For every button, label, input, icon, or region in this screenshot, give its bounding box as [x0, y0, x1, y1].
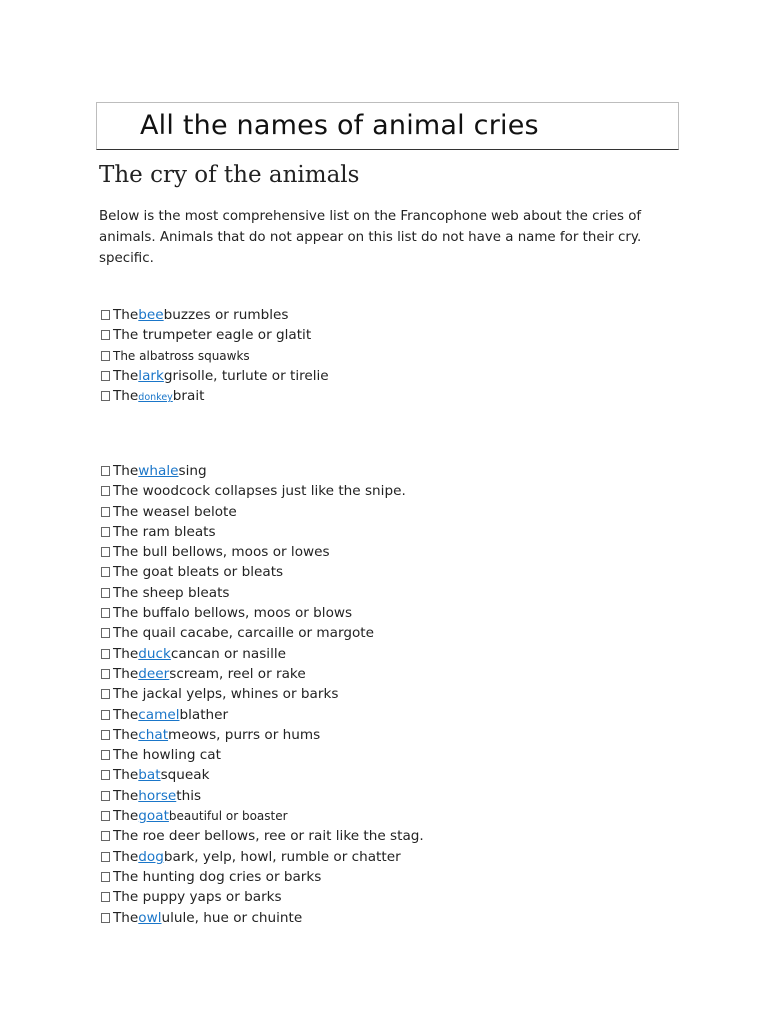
- bullet-box-icon: [101, 831, 110, 841]
- item-text-suffix: bark, yelp, howl, rumble or chatter: [163, 848, 401, 865]
- bullet-box-icon: [101, 507, 110, 517]
- animal-cry-list-1: [101, 305, 329, 406]
- title-box: [96, 102, 679, 150]
- bullet-box-icon: [101, 547, 110, 557]
- item-text: The: [113, 665, 139, 682]
- list-item: [101, 684, 424, 704]
- animal-link[interactable]: horse: [138, 787, 177, 804]
- list-item: [101, 562, 424, 582]
- item-text-suffix: buzzes or rumbles: [163, 307, 289, 323]
- list-item: [101, 826, 424, 846]
- bullet-box-icon: [101, 567, 110, 577]
- item-text: The woodcock collapses just like the snipe.: [113, 483, 406, 500]
- item-text-suffix: meows, purrs or hums: [168, 726, 321, 743]
- animal-link[interactable]: deer: [138, 665, 170, 682]
- bullet-box-icon: [101, 852, 110, 862]
- item-text: The goat bleats or bleats: [113, 564, 284, 581]
- bullet-box-icon: [101, 466, 110, 476]
- item-text-suffix: cancan or nasille: [170, 645, 286, 662]
- bullet-box-icon: [101, 872, 110, 882]
- animal-link[interactable]: whale: [138, 463, 179, 479]
- bullet-box-icon: [101, 351, 110, 361]
- bullet-box-icon: [101, 811, 110, 821]
- animal-link[interactable]: dog: [138, 848, 164, 865]
- item-text: The: [113, 787, 139, 804]
- bullet-box-icon: [101, 770, 110, 780]
- bullet-box-icon: [101, 391, 110, 401]
- animal-link[interactable]: bat: [138, 767, 161, 784]
- list-item: [101, 725, 424, 745]
- list-item: [101, 705, 424, 725]
- list-item: [101, 664, 424, 684]
- item-text: The: [113, 726, 139, 743]
- item-text-suffix: grisolle, turlute or tirelie: [163, 367, 329, 384]
- page-title: All the names of animal cries: [140, 110, 539, 141]
- bullet-box-icon: [101, 689, 110, 699]
- list-item: [101, 325, 329, 345]
- item-text: The hunting dog cries or barks: [113, 868, 322, 885]
- item-text-suffix: sing: [178, 463, 207, 479]
- list-item: [101, 386, 329, 406]
- list-item: [101, 867, 424, 887]
- animal-link[interactable]: duck: [138, 645, 171, 662]
- list-item: [101, 461, 424, 481]
- item-text: The quail cacabe, carcaille or margote: [113, 625, 374, 642]
- item-text: The weasel belote: [113, 503, 237, 520]
- list-item: [101, 542, 424, 562]
- list-item: [101, 623, 424, 643]
- bullet-box-icon: [101, 892, 110, 902]
- item-text: The trumpeter eagle or glatit: [113, 327, 312, 344]
- bullet-box-icon: [101, 588, 110, 598]
- item-text: The: [113, 909, 139, 926]
- bullet-box-icon: [101, 791, 110, 801]
- animal-link[interactable]: camel: [138, 706, 180, 723]
- animal-link[interactable]: owl: [138, 909, 162, 926]
- item-text: The: [113, 463, 139, 479]
- item-text-suffix: squeak: [160, 767, 210, 784]
- item-text-suffix: brait: [172, 388, 205, 405]
- bullet-box-icon: [101, 486, 110, 496]
- list-item: [101, 786, 424, 806]
- list-item: [101, 847, 424, 867]
- list-item: [101, 305, 329, 325]
- list-item: [101, 366, 329, 386]
- bullet-box-icon: [101, 310, 110, 320]
- list-item: [101, 806, 424, 826]
- bullet-box-icon: [101, 371, 110, 381]
- animal-link[interactable]: chat: [138, 726, 169, 743]
- animal-link[interactable]: bee: [138, 307, 164, 323]
- list-item: [101, 583, 424, 603]
- list-item: [101, 644, 424, 664]
- item-text: The buffalo bellows, moos or blows: [113, 605, 353, 622]
- item-text: The: [113, 367, 139, 384]
- bullet-box-icon: [101, 750, 110, 760]
- bullet-box-icon: [101, 608, 110, 618]
- item-text-suffix: scream, reel or rake: [169, 665, 306, 682]
- list-item: [101, 481, 424, 501]
- bullet-box-icon: [101, 330, 110, 340]
- bullet-box-icon: [101, 649, 110, 659]
- item-text: The: [113, 808, 139, 825]
- bullet-box-icon: [101, 669, 110, 679]
- item-text: The: [113, 706, 139, 723]
- list-item: [101, 745, 424, 765]
- item-text: The: [113, 767, 139, 784]
- intro-paragraph: Below is the most comprehensive list on the Francophone web about the cries of animals. Animals that do not appear on this list do not have a name for their cry. specific.: [99, 209, 642, 266]
- bullet-box-icon: [101, 710, 110, 720]
- list-item: [101, 603, 424, 623]
- list-item: [101, 522, 424, 542]
- item-text: The: [113, 307, 139, 323]
- animal-cry-list-2: [101, 461, 424, 928]
- bullet-box-icon: [101, 628, 110, 638]
- item-text-suffix: ulule, hue or chuinte: [161, 909, 303, 926]
- item-text: The: [113, 388, 139, 405]
- list-item: [101, 346, 329, 366]
- list-item: [101, 908, 424, 928]
- item-text: The ram bleats: [113, 523, 216, 540]
- item-text-suffix: this: [176, 787, 202, 804]
- item-text: The: [113, 848, 139, 865]
- item-text: The: [113, 645, 139, 662]
- item-text-suffix: blather: [179, 706, 229, 723]
- item-text: The puppy yaps or barks: [113, 889, 282, 906]
- bullet-box-icon: [101, 913, 110, 923]
- section-heading: The cry of the animals: [99, 162, 360, 188]
- animal-link[interactable]: lark: [138, 367, 164, 384]
- item-text: The howling cat: [113, 747, 221, 764]
- item-text-suffix: beautiful or boaster: [168, 809, 288, 824]
- item-text: The jackal yelps, whines or barks: [113, 686, 339, 703]
- list-item: [101, 502, 424, 522]
- item-text: The sheep bleats: [113, 584, 230, 601]
- list-item: [101, 765, 424, 785]
- bullet-box-icon: [101, 527, 110, 537]
- item-text: The bull bellows, moos or lowes: [113, 544, 330, 561]
- animal-link[interactable]: donkey: [138, 392, 173, 404]
- bullet-box-icon: [101, 730, 110, 740]
- animal-link[interactable]: goat: [138, 808, 169, 825]
- item-text: The albatross squawks: [113, 348, 250, 363]
- item-text: The roe deer bellows, ree or rait like the stag.: [113, 828, 424, 845]
- list-item: [101, 887, 424, 907]
